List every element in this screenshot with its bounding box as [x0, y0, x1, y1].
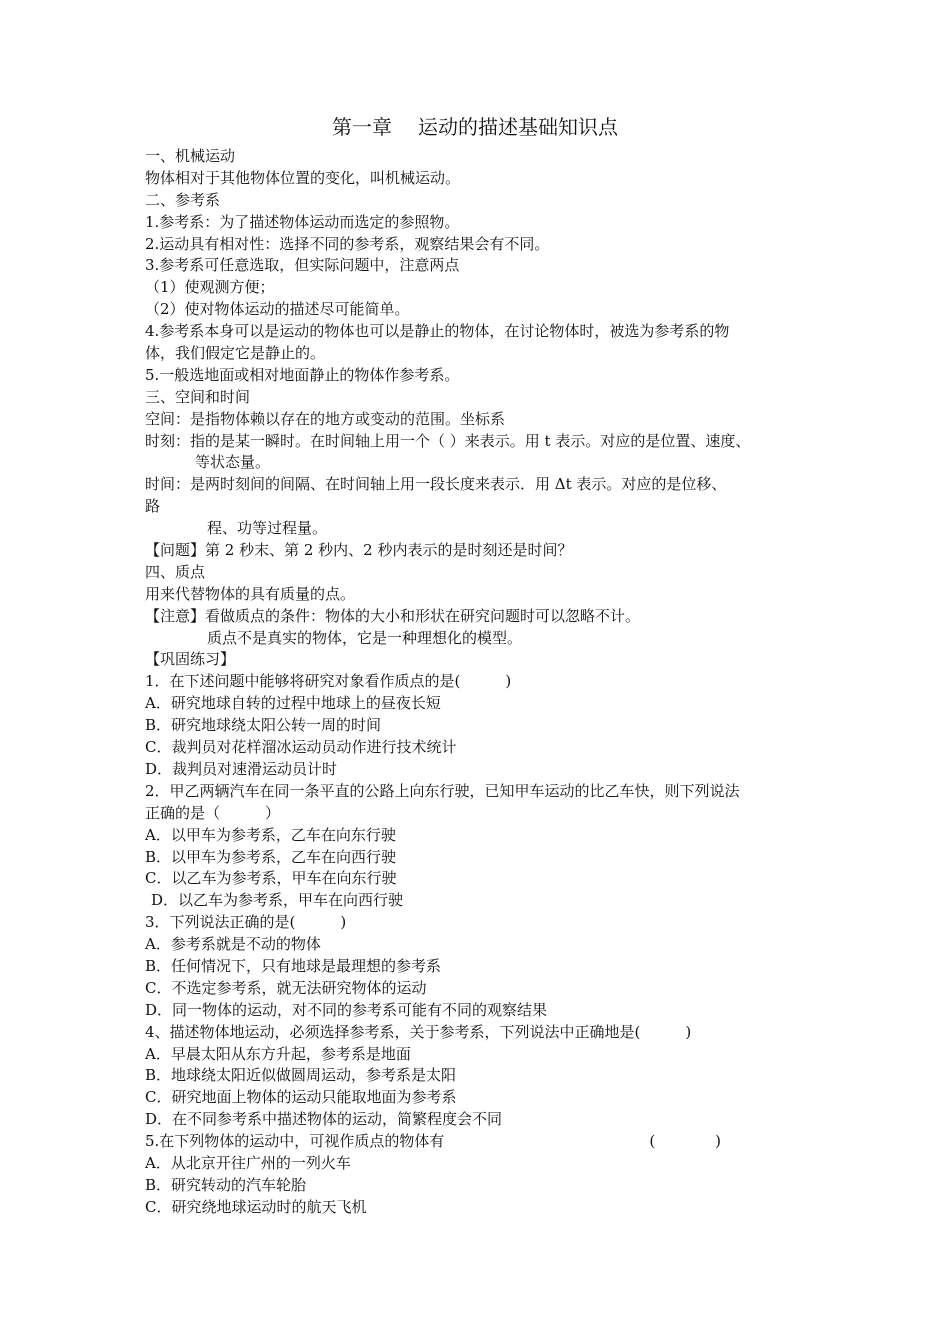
exercise-option: C．不选定参考系，就无法研究物体的运动 [145, 978, 427, 997]
heading-mechanical-motion: 一、机械运动 [145, 147, 236, 165]
exercise-option: B．研究地球绕太阳公转一周的时间 [145, 716, 382, 735]
exercise-option: D．同一物体的运动，对不同的参考系可能有不同的观察结果 [145, 1000, 548, 1019]
heading-reference-frame: 二、参考系 [145, 190, 221, 209]
text-line: 路 [145, 497, 161, 516]
exercise-option: A．参考系就是不动的物体 [145, 935, 321, 954]
text-line: 时刻：指的是某一瞬时。在时间轴上用一个（ ）来表示。用 t 表示。对应的是位置、速度、 [145, 431, 751, 450]
heading-exercises: 【巩固练习】 [145, 650, 236, 669]
exercise-option: A．早晨太阳从东方升起，参考系是地面 [145, 1044, 411, 1063]
note-line: 【注意】看做质点的条件：物体的大小和形状在研究问题时可以忽略不计。 [145, 606, 641, 625]
exercise-question [145, 1131, 825, 1153]
note-line: 质点不是真实的物体，它是一种理想化的模型。 [207, 628, 523, 647]
question-line: 【问题】第 2 秒末、第 2 秒内、2 秒内表示的是时刻还是时间？ [145, 541, 573, 560]
title-text: 运动的描述基础知识点 [418, 115, 618, 139]
text-line: 3.参考系可任意选取，但实际问题中，注意两点 [145, 256, 460, 275]
text-line: 用来代替物体的具有质量的点。 [145, 584, 356, 603]
exercise-option: D．在不同参考系中描述物体的运动，简繁程度会不同 [145, 1110, 503, 1129]
title-chapter: 第一章 [332, 115, 392, 139]
text-line: （2）使对物体运动的描述尽可能简单。 [145, 300, 410, 319]
text-line: 程、功等过程量。 [207, 519, 328, 538]
text-line: 2.运动具有相对性：选择不同的参考系，观察结果会有不同。 [145, 234, 550, 253]
exercise-option: A．从北京开往广州的一列火车 [145, 1153, 351, 1172]
exercise-option: B．研究转动的汽车轮胎 [145, 1175, 307, 1194]
exercise-option: C．研究地面上物体的运动只能取地面为参考系 [145, 1088, 457, 1107]
page-title [0, 112, 950, 146]
text-line: 等状态量。 [195, 453, 271, 472]
heading-space-time: 三、空间和时间 [145, 387, 251, 406]
exercise-question: 正确的是（ ） [145, 803, 281, 822]
exercise-question: 3．下列说法正确的是( ) [145, 913, 347, 932]
text-line: 4.参考系本身可以是运动的物体也可以是静止的物体，在讨论物体时，被选为参考系的物 [145, 322, 730, 341]
text-line: 5.一般选地面或相对地面静止的物体作参考系。 [145, 365, 460, 384]
heading-particle: 四、质点 [145, 562, 206, 581]
exercise-question: 2．甲乙两辆汽车在同一条平直的公路上向东行驶，已知甲车运动的比乙车快，则下列说法 [145, 781, 740, 800]
exercise-option: B．任何情况下，只有地球是最理想的参考系 [145, 956, 442, 975]
exercise-option: D．裁判员对速滑运动员计时 [145, 759, 338, 778]
question-text: 5.在下列物体的运动中，可视作质点的物体有 [145, 1132, 445, 1151]
text-line: （1）使观测方便； [145, 278, 275, 297]
exercise-option: D．以乙车为参考系，甲车在向西行驶 [151, 891, 404, 910]
exercise-question: 1．在下述问题中能够将研究对象看作质点的是( ) [145, 672, 512, 691]
answer-blank: ( ) [649, 1132, 722, 1151]
exercise-option: C．以乙车为参考系，甲车在向东行驶 [145, 869, 397, 888]
text-line: 1.参考系：为了描述物体运动而选定的参照物。 [145, 212, 460, 231]
exercise-option: C．裁判员对花样溜冰运动员动作进行技术统计 [145, 738, 457, 757]
exercise-option: B．地球绕太阳近似做圆周运动，参考系是太阳 [145, 1066, 457, 1085]
exercise-option: A．以甲车为参考系，乙车在向东行驶 [145, 825, 396, 844]
text-line: 空间：是指物体赖以存在的地方或变动的范围。坐标系 [145, 409, 506, 428]
exercise-option: A．研究地球自转的过程中地球上的昼夜长短 [145, 694, 441, 713]
text-line: 体，我们假定它是静止的。 [145, 344, 326, 363]
text-line: 时间：是两时刻间的间隔、在时间轴上用一段长度来表示．用 Δt 表示。对应的是位移、 [145, 475, 727, 494]
exercise-question: 4、描述物体地运动，必须选择参考系，关于参考系，下列说法中正确地是( ) [145, 1022, 692, 1041]
document-page [145, 112, 825, 1219]
text-line: 物体相对于其他物体位置的变化，叫机械运动。 [145, 168, 461, 187]
exercise-option: C．研究绕地球运动时的航天飞机 [145, 1197, 367, 1216]
exercise-option: B．以甲车为参考系，乙车在向西行驶 [145, 847, 397, 866]
